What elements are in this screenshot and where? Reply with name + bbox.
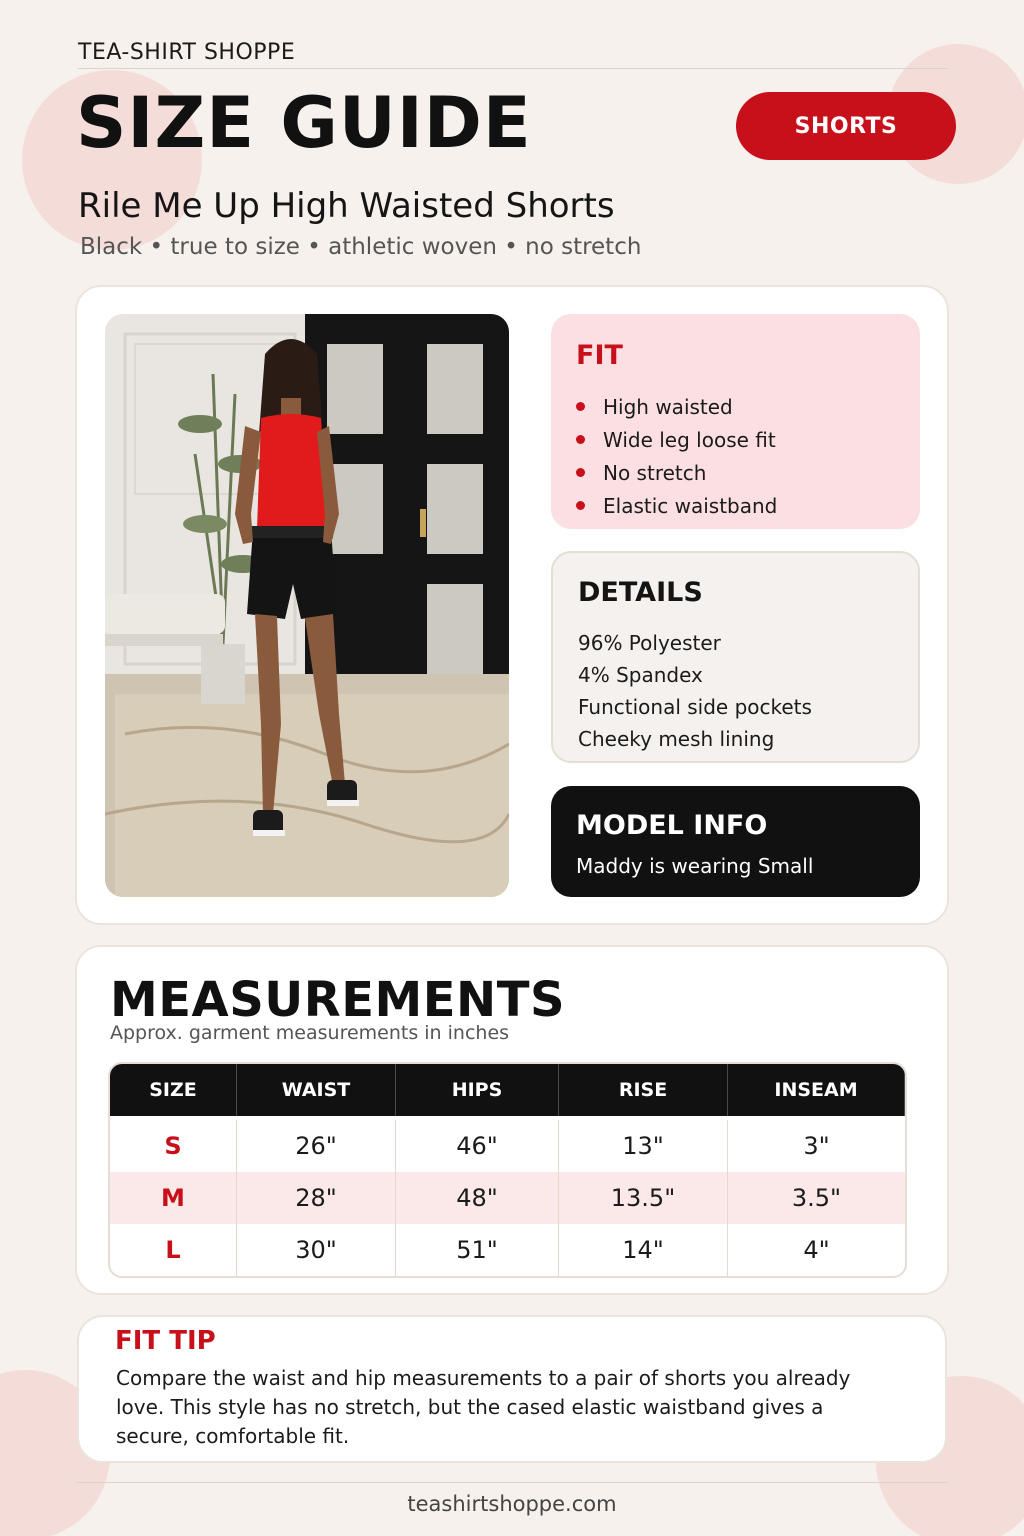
model-info-panel — [551, 786, 920, 897]
table-cell: 26" — [237, 1120, 396, 1172]
size-cell: L — [110, 1224, 237, 1276]
list-item: Cheeky mesh lining — [578, 727, 775, 751]
table-cell: 30" — [237, 1224, 396, 1276]
details-panel — [551, 551, 920, 763]
details-list — [578, 627, 812, 755]
bullet-icon — [576, 402, 585, 411]
category-badge: SHORTS — [736, 92, 956, 160]
table-cell: 14" — [559, 1224, 728, 1276]
measurements-title: MEASUREMENTS — [110, 972, 566, 1028]
product-name: Rile Me Up High Waisted Shorts — [78, 186, 615, 226]
table-cell: 46" — [396, 1120, 559, 1172]
table-cell: 3" — [803, 1132, 830, 1160]
size-cell: S — [110, 1120, 237, 1172]
bullet-icon — [576, 435, 585, 444]
table-header-cell: SIZE — [110, 1064, 237, 1116]
fit-tip-title: FIT TIP — [115, 1326, 216, 1356]
model-photo — [105, 314, 509, 897]
website-link[interactable]: teashirtshoppe.com — [407, 1492, 617, 1516]
product-tagline: Black • true to size • athletic woven • no stretch — [80, 234, 642, 260]
list-item: Wide leg loose fit — [576, 423, 777, 456]
list-item: High waisted — [576, 390, 777, 423]
list-item: Elastic waistband — [576, 489, 777, 522]
top-divider — [78, 68, 948, 69]
table-header-cell: RISE — [559, 1064, 728, 1116]
table-cell: 13.5" — [559, 1172, 728, 1224]
table-cell: 28" — [237, 1172, 396, 1224]
table-header-cell: WAIST — [237, 1064, 396, 1116]
size-table — [108, 1062, 907, 1278]
details-title: DETAILS — [578, 577, 703, 608]
table-cell: 51" — [396, 1224, 559, 1276]
list-item: No stretch — [576, 456, 777, 489]
table-row — [110, 1172, 905, 1224]
measurements-subtitle: Approx. garment measurements in inches — [110, 1022, 510, 1044]
model-info-title: MODEL INFO — [576, 810, 768, 841]
fit-tip-text: Compare the waist and hip measurements to a pair of shorts you already love. This style has no stretch, but the cased elastic waistband gives a secure, comfortable fit. — [116, 1366, 851, 1448]
table-row — [110, 1224, 905, 1276]
table-cell: 4" — [803, 1236, 830, 1264]
bottom-divider — [76, 1482, 948, 1483]
table-cell: 3.5" — [791, 1184, 842, 1212]
table-cell: 48" — [396, 1172, 559, 1224]
table-row — [110, 1120, 905, 1172]
bullet-icon — [576, 501, 585, 510]
brand-name: TEA-SHIRT SHOPPE — [78, 40, 296, 65]
list-item: 4% Spandex — [578, 663, 703, 687]
table-header-row — [110, 1064, 905, 1116]
page-title: SIZE GUIDE — [76, 82, 532, 164]
fit-title: FIT — [576, 340, 623, 371]
fit-panel — [551, 314, 920, 529]
fit-list — [576, 390, 777, 522]
table-header-cell: HIPS — [396, 1064, 559, 1116]
table-cell: 13" — [559, 1120, 728, 1172]
table-header-cell: INSEAM — [728, 1064, 905, 1116]
size-cell: M — [110, 1172, 237, 1224]
model-info-text: Maddy is wearing Small — [576, 854, 814, 878]
bullet-icon — [576, 468, 585, 477]
list-item: 96% Polyester — [578, 631, 721, 655]
list-item: Functional side pockets — [578, 695, 812, 719]
